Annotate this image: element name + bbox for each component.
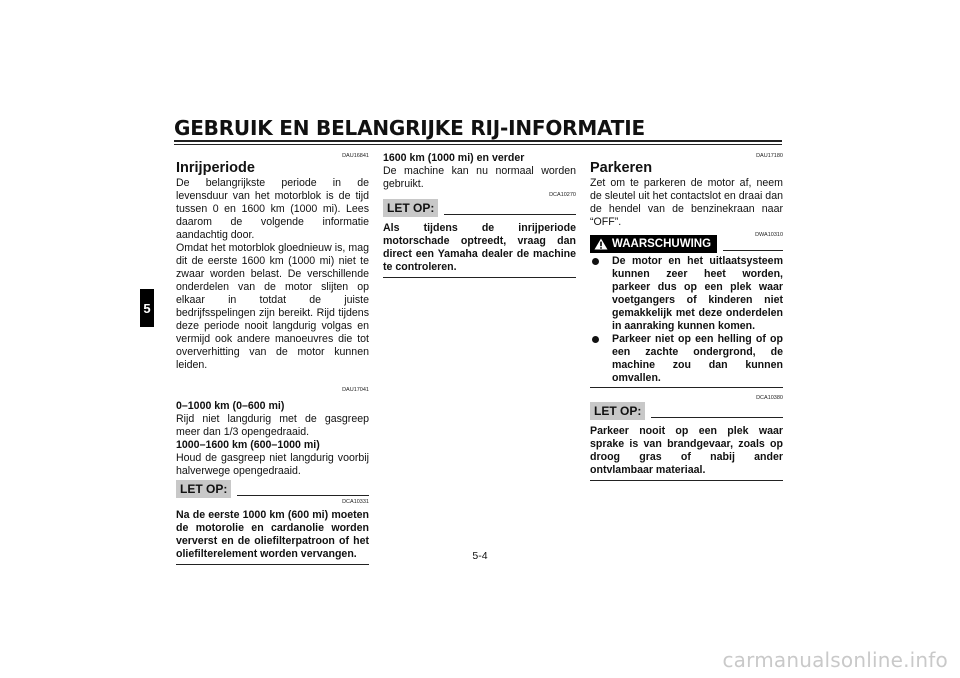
paragraph: De belangrijkste periode in de levensduur van het motorblok is de tijd tussen 0 en 1600 km (1000 mi). Lees daarom de volgende informatie aandachtig door.	[176, 177, 369, 241]
warning-triangle-icon	[594, 238, 608, 250]
warning-code: DWA10310	[755, 232, 783, 238]
section-code: DAU16841	[342, 153, 369, 159]
warning-rule	[723, 250, 783, 251]
list-item	[590, 333, 783, 385]
list-item	[590, 255, 783, 333]
notice-end-rule	[383, 277, 576, 278]
notice-rule	[237, 495, 369, 496]
warning-list	[590, 255, 783, 385]
notice-header	[383, 199, 576, 217]
column-1	[176, 152, 369, 565]
notice-rule	[651, 417, 783, 418]
column-3	[590, 152, 783, 481]
notice-text: Na de eerste 1000 km (600 mi) moeten de motorolie en cardanolie worden ververst en de oliefilterpatroon of het oliefilterelement worden vervangen.	[176, 509, 369, 560]
page-title: GEBRUIK EN BELANGRIJKE RIJ-INFORMATIE	[174, 116, 645, 140]
bullet-dot	[592, 336, 599, 343]
notice-badge: LET OP:	[590, 402, 645, 420]
notice-header	[176, 480, 369, 498]
bullet-dot	[592, 258, 599, 265]
notice-badge: LET OP:	[176, 480, 231, 498]
paragraph: Houd de gasgreep niet langdurig voorbij halverwege opengedraaid.	[176, 452, 369, 477]
notice-rule	[444, 214, 576, 215]
watermark: carmanualsonline.info	[722, 648, 948, 672]
notice-badge: LET OP:	[383, 199, 438, 217]
title-rule	[174, 140, 782, 142]
subheading: 1600 km (1000 mi) en verder	[383, 152, 525, 164]
notice-text: Parkeer nooit op een plek waar sprake is van brandgevaar, zoals op droog gras of nabij ander ontvlambaar materiaal.	[590, 425, 783, 476]
section-code: DAU17180	[756, 153, 783, 159]
list-item-text: De motor en het uitlaatsysteem kunnen zeer heet worden, parkeer dus op een plek waar voetgangers of kinderen niet gemakkelijk met deze onderdelen in aanraking kunnen komen.	[612, 255, 783, 332]
paragraph: Zet om te parkeren de motor af, neem de sleutel uit het contactslot en draai dan de hendel van de benzinekraan naar “OFF”.	[590, 177, 783, 228]
notice-code: DCA10380	[756, 395, 783, 401]
section-heading: Inrijperiode	[176, 160, 255, 176]
notice-end-rule	[590, 480, 783, 481]
section-code: DAU17041	[342, 387, 369, 393]
paragraph: Rijd niet langdurig met de gasgreep meer dan 1/3 opengedraaid.	[176, 413, 369, 438]
warning-label: WAARSCHUWING	[612, 238, 712, 250]
chapter-tab: 5	[140, 289, 154, 327]
notice-code: DCA10331	[342, 499, 369, 505]
paragraph: De machine kan nu normaal worden gebruikt.	[383, 165, 576, 190]
column-2	[383, 152, 576, 278]
notice-header	[590, 402, 783, 420]
warning-badge	[590, 235, 717, 253]
page-number: 5-4	[472, 550, 488, 562]
section-heading: Parkeren	[590, 160, 653, 176]
notice-code: DCA10270	[549, 192, 576, 198]
subheading: 0–1000 km (0–600 mi)	[176, 400, 285, 412]
list-item-text: Parkeer niet op een helling of op een zachte ondergrond, de machine zou dan kunnen omvallen.	[612, 333, 783, 384]
subheading: 1000–1600 km (600–1000 mi)	[176, 439, 320, 451]
paragraph: Omdat het motorblok gloednieuw is, mag dit de eerste 1600 km (1000 mi) niet te zwaar worden belast. De verschillende onderdelen van de motor slijten op elkaar in totdat de juiste bedrijfsspelingen zijn bereikt. Rijd tijdens deze periode nooit langdurig volgas en vermijd ook andere manoeuvres die tot oververhitting van de motor kunnen leiden.	[176, 242, 369, 371]
notice-end-rule	[176, 564, 369, 565]
title-rule-thin	[174, 144, 782, 145]
notice-text: Als tijdens de inrijperiode motorschade optreedt, vraag dan direct een Yamaha dealer de machine te controleren.	[383, 222, 576, 273]
